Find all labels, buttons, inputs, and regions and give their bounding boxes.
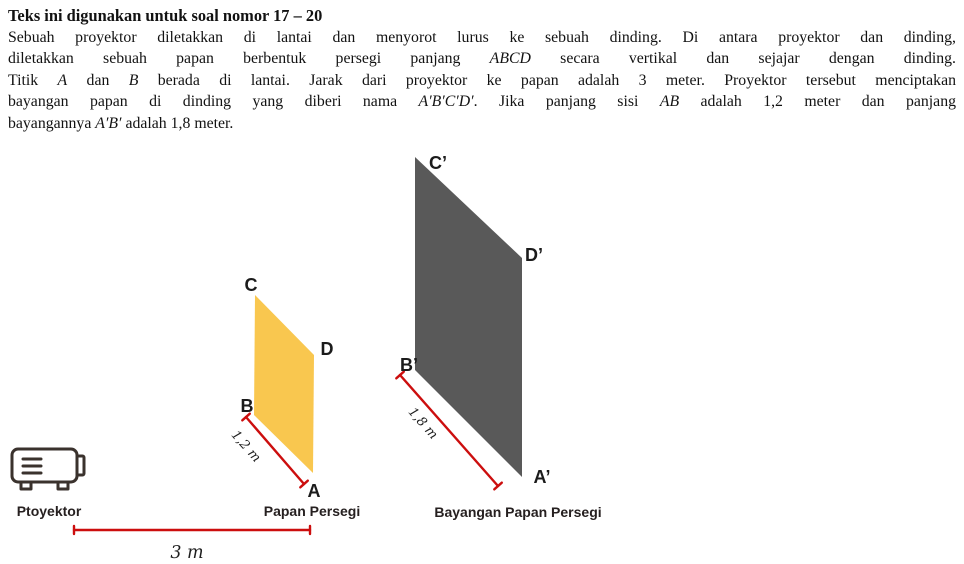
vertex-label-b: B xyxy=(240,396,254,416)
problem-title: Teks ini digunakan untuk soal nomor 17 – 20 xyxy=(8,6,323,25)
problem-line-1: Sebuah proyektor diletakkan di lantai dan menyorot lurus ke sebuah dinding. Di antara proyektor dan dinding, xyxy=(8,28,956,46)
projector-caption: Ptoyektor xyxy=(16,503,82,519)
projector-foot-left xyxy=(21,483,31,489)
problem-line-2: diletakkan sebuah papan berbentuk persegi panjang ABCD secara vertikal dan sejajar dengan dinding. xyxy=(8,50,956,67)
vertex-label-c: C xyxy=(244,275,258,295)
vertex-label-b-prime: B’ xyxy=(400,355,418,375)
board-caption: Papan Persegi xyxy=(263,503,361,519)
vertex-label-c-prime: C’ xyxy=(429,153,447,173)
shadow-dimension-label: 1,8 m xyxy=(404,404,441,443)
problem-line-4: bayangan papan di dinding yang diberi nama A′B′C′D′. Jika panjang sisi AB adalah 1,2 meter dan panjang xyxy=(8,93,956,110)
board-shape xyxy=(254,295,314,473)
shadow-caption: Bayangan Papan Persegi xyxy=(434,504,602,520)
vertex-label-a: A xyxy=(307,481,321,501)
distance-line xyxy=(74,526,310,534)
board-dimension-label: 1,2 m xyxy=(227,427,264,466)
vertex-label-d: D xyxy=(320,339,334,359)
problem-line-3: Titik A dan B berada di lantai. Jarak dari proyektor ke papan adalah 3 meter. Proyektor tersebut menciptakan xyxy=(8,71,956,89)
distance-label: 3 m xyxy=(170,543,204,563)
projector-icon xyxy=(12,449,84,489)
vertex-label-d-prime: D’ xyxy=(525,245,543,265)
projector-foot-right xyxy=(58,483,68,489)
projection-diagram xyxy=(0,150,964,564)
problem-line-5: bayangannya A′B′ adalah 1,8 meter. xyxy=(8,114,234,132)
problem-text xyxy=(8,5,956,134)
vertex-label-a-prime: A’ xyxy=(533,467,551,487)
projector-lens xyxy=(77,456,84,475)
